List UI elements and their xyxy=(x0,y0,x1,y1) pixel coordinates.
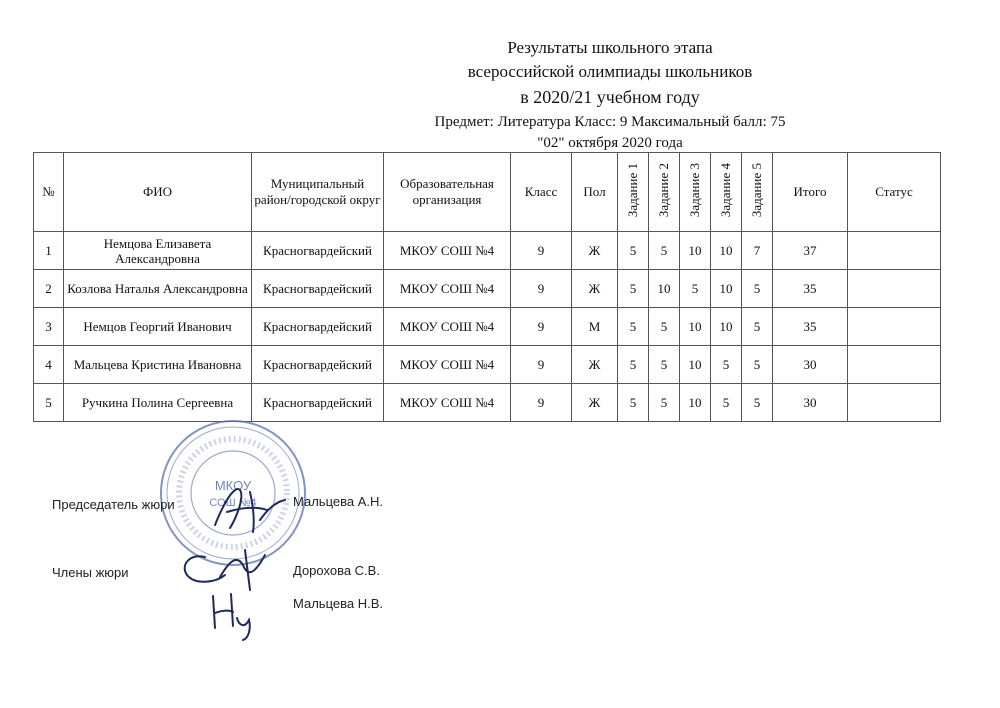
svg-text:СОШ №4: СОШ №4 xyxy=(209,497,257,509)
cell-organization: МКОУ СОШ №4 xyxy=(384,346,511,384)
cell-organization: МКОУ СОШ №4 xyxy=(384,270,511,308)
cell-status xyxy=(848,270,941,308)
cell-task-2: 5 xyxy=(649,346,680,384)
cell-class: 9 xyxy=(511,232,572,270)
cell-organization: МКОУ СОШ №4 xyxy=(384,384,511,422)
cell-status xyxy=(848,232,941,270)
member-2-name: Мальцева Н.В. xyxy=(293,596,383,611)
cell-organization: МКОУ СОШ №4 xyxy=(384,308,511,346)
cell-status xyxy=(848,384,941,422)
cell-task-5: 5 xyxy=(742,308,773,346)
table-row xyxy=(34,384,941,422)
cell-total: 37 xyxy=(773,232,848,270)
cell-fio: Немцов Георгий Иванович xyxy=(64,308,252,346)
subject-line: Предмет: Литература Класс: 9 Максимальный балл: 75 xyxy=(434,114,786,130)
col-total: Итого xyxy=(773,153,848,232)
results-table xyxy=(33,152,941,422)
col-fio: ФИО xyxy=(64,153,252,232)
cell-task-4: 10 xyxy=(711,308,742,346)
cell-district: Красногвардейский xyxy=(252,270,384,308)
chair-name: Мальцева А.Н. xyxy=(293,494,383,509)
cell-task-3: 5 xyxy=(680,270,711,308)
members-label: Члены жюри xyxy=(52,565,129,580)
title-line-3: в 2020/21 учебном году xyxy=(520,87,700,107)
chair-label: Председатель жюри xyxy=(52,497,175,512)
title-line-1: Результаты школьного этапа xyxy=(507,38,713,57)
table-header-row xyxy=(34,153,941,232)
col-status: Статус xyxy=(848,153,941,232)
svg-text:МКОУ: МКОУ xyxy=(214,478,252,493)
cell-task-1: 5 xyxy=(618,346,649,384)
member-2-signature xyxy=(205,588,265,643)
title-line-2: всероссийской олимпиады школьников xyxy=(467,62,753,81)
col-class: Класс xyxy=(511,153,572,232)
cell-district: Красногвардейский xyxy=(252,384,384,422)
cell-fio: Немцова Елизавета Александровна xyxy=(64,232,252,270)
cell-district: Красногвардейский xyxy=(252,232,384,270)
cell-fio: Ручкина Полина Сергеевна xyxy=(64,384,252,422)
cell-total: 30 xyxy=(773,384,848,422)
cell-task-5: 5 xyxy=(742,270,773,308)
cell-status xyxy=(848,308,941,346)
cell-task-1: 5 xyxy=(618,308,649,346)
cell-task-3: 10 xyxy=(680,384,711,422)
col-number: № xyxy=(34,153,64,232)
cell-class: 9 xyxy=(511,384,572,422)
cell-task-2: 5 xyxy=(649,232,680,270)
col-gender: Пол xyxy=(572,153,618,232)
cell-class: 9 xyxy=(511,270,572,308)
cell-number: 1 xyxy=(34,232,64,270)
col-task-5: Задание 5 xyxy=(742,153,773,232)
cell-district: Красногвардейский xyxy=(252,308,384,346)
col-task-4: Задание 4 xyxy=(711,153,742,232)
cell-task-4: 10 xyxy=(711,232,742,270)
chair-signature xyxy=(205,480,295,540)
cell-task-5: 7 xyxy=(742,232,773,270)
cell-organization: МКОУ СОШ №4 xyxy=(384,232,511,270)
table-row xyxy=(34,346,941,384)
cell-total: 35 xyxy=(773,308,848,346)
col-district: Муниципальный район/городской округ xyxy=(252,153,384,232)
table-row xyxy=(34,232,941,270)
cell-class: 9 xyxy=(511,346,572,384)
cell-number: 4 xyxy=(34,346,64,384)
col-task-2: Задание 2 xyxy=(649,153,680,232)
cell-task-5: 5 xyxy=(742,384,773,422)
cell-task-3: 10 xyxy=(680,346,711,384)
table-row xyxy=(34,308,941,346)
cell-number: 5 xyxy=(34,384,64,422)
cell-gender: Ж xyxy=(572,384,618,422)
cell-total: 30 xyxy=(773,346,848,384)
col-task-1: Задание 1 xyxy=(618,153,649,232)
cell-task-1: 5 xyxy=(618,384,649,422)
cell-task-4: 5 xyxy=(711,346,742,384)
cell-task-2: 5 xyxy=(649,308,680,346)
cell-gender: Ж xyxy=(572,346,618,384)
cell-gender: Ж xyxy=(572,270,618,308)
cell-district: Красногвардейский xyxy=(252,346,384,384)
table-row xyxy=(34,270,941,308)
cell-total: 35 xyxy=(773,270,848,308)
cell-fio: Мальцева Кристина Ивановна xyxy=(64,346,252,384)
col-task-3: Задание 3 xyxy=(680,153,711,232)
cell-task-4: 10 xyxy=(711,270,742,308)
cell-task-1: 5 xyxy=(618,232,649,270)
cell-status xyxy=(848,346,941,384)
cell-gender: М xyxy=(572,308,618,346)
date-line: "02" октября 2020 года xyxy=(537,135,683,151)
cell-task-1: 5 xyxy=(618,270,649,308)
cell-gender: Ж xyxy=(572,232,618,270)
cell-task-4: 5 xyxy=(711,384,742,422)
cell-task-3: 10 xyxy=(680,308,711,346)
cell-number: 3 xyxy=(34,308,64,346)
col-organization: Образовательная организация xyxy=(384,153,511,232)
cell-number: 2 xyxy=(34,270,64,308)
cell-task-2: 5 xyxy=(649,384,680,422)
cell-task-5: 5 xyxy=(742,346,773,384)
member-1-name: Дорохова С.В. xyxy=(293,563,380,578)
cell-class: 9 xyxy=(511,308,572,346)
cell-task-2: 10 xyxy=(649,270,680,308)
cell-task-3: 10 xyxy=(680,232,711,270)
cell-fio: Козлова Наталья Александровна xyxy=(64,270,252,308)
